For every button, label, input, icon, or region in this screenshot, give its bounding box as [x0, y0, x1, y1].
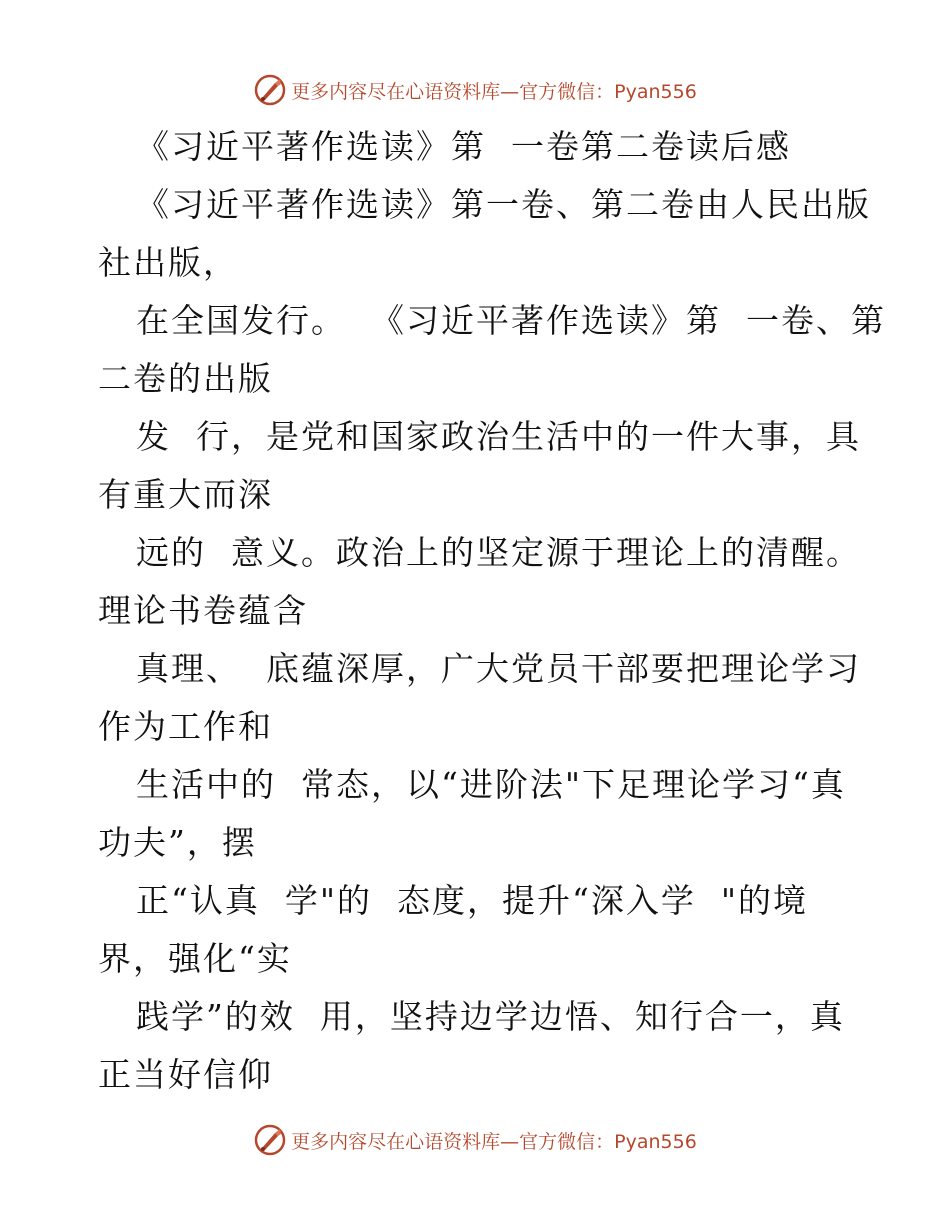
document-title-line: 《习近平著作选读》第 一卷第二卷读后感 [136, 127, 791, 166]
body-line: 生活中的 常态，以“进阶法"下足理论学习“真 [136, 765, 846, 804]
pen-logo-icon [253, 1123, 287, 1157]
watermark-text: 更多内容尽在心语资料库—官方微信：Pyan556 [291, 80, 697, 103]
document-body [98, 118, 886, 1104]
body-line: 社出版， [98, 243, 238, 282]
pen-logo-icon [253, 73, 287, 107]
footer-watermark-banner [0, 1120, 950, 1160]
body-line: 践学”的效 用，坚持边学边悟、知行合一，真 [136, 997, 845, 1036]
body-line: 正“认真 学"的 态度，提升“深入学 "的境 [136, 881, 809, 920]
body-line: 功夫”，摆 [98, 823, 257, 862]
body-line: 远的 意义。政治上的坚定源于理论上的清醒。 [136, 533, 861, 572]
header-watermark-banner [0, 70, 950, 110]
body-line: 二卷的出版 [98, 359, 273, 398]
body-line: 真理、 底蕴深厚，广大党员干部要把理论学习 [136, 649, 861, 688]
body-line: 正当好信仰 [98, 1055, 273, 1094]
body-line: 发 行，是党和国家政治生活中的一件大事，具 [136, 417, 861, 456]
body-line: 界，强化“实 [98, 939, 292, 978]
watermark-text: 更多内容尽在心语资料库—官方微信：Pyan556 [291, 1130, 697, 1153]
body-line: 在全国发行。 《习近平著作选读》第 一卷、第 [136, 301, 886, 340]
body-line: 理论书卷蕴含 [98, 591, 308, 630]
body-line: 作为工作和 [98, 707, 273, 746]
body-line: 有重大而深 [98, 475, 273, 514]
body-line: 《习近平著作选读》第一卷、第二卷由人民出版 [136, 185, 871, 224]
